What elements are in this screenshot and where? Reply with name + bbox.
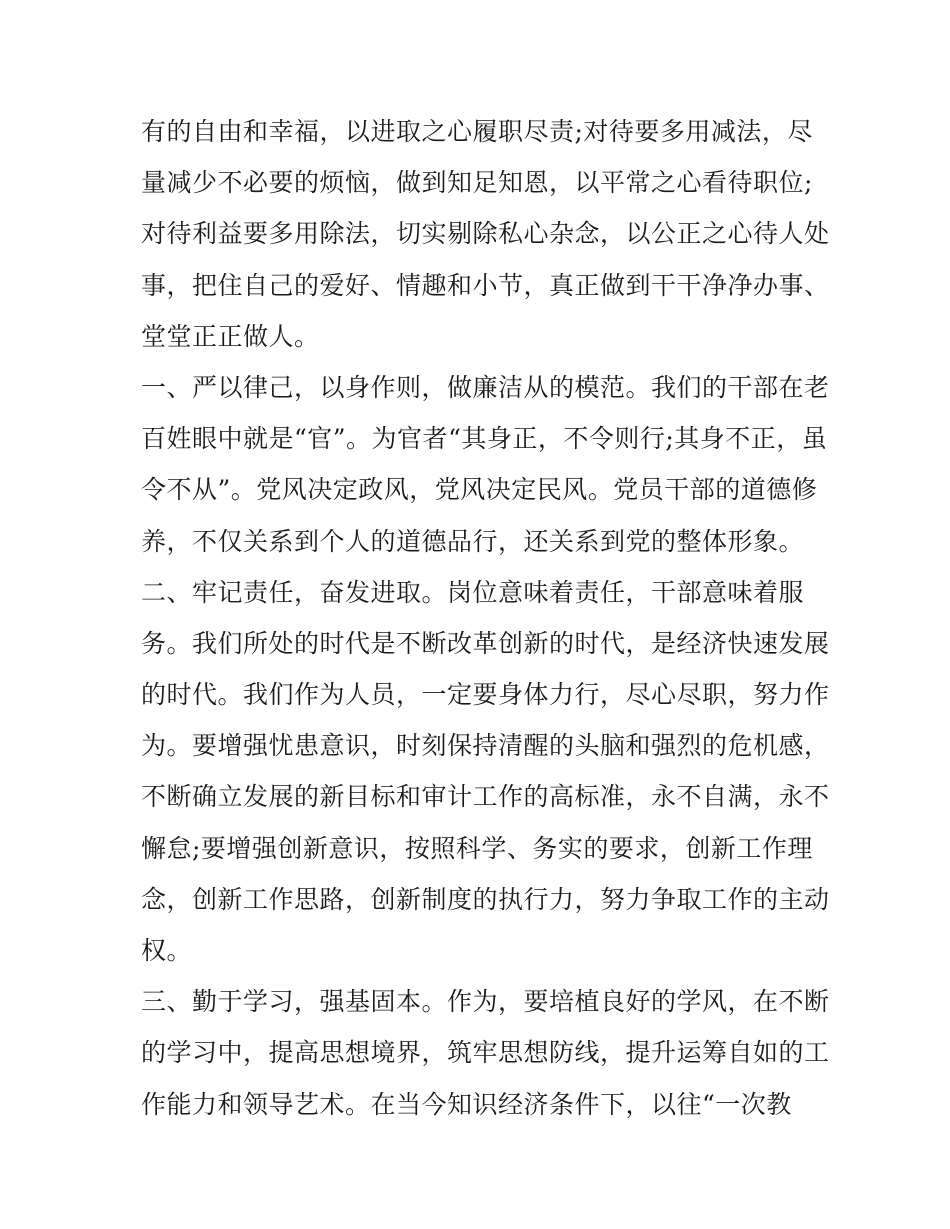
text-line: 事，把住自己的爱好、情趣和小节，真正做到干干净净办事、 [141, 270, 830, 300]
text-line: 百姓眼中就是“官”。为官者“其身正，不令则行;其身不正，虽 [141, 424, 828, 454]
text-line: 作能力和领导艺术。在当今知识经济条件下，以往“一次教 [141, 1089, 792, 1119]
text-line: 有的自由和幸福，以进取之心履职尽责;对待要多用减法，尽 [141, 117, 813, 146]
text-line: 不断确立发展的新目标和审计工作的高标准，永不自满，永不 [141, 782, 830, 812]
text-line: 为。要增强忧患意识，时刻保持清醒的头脑和强烈的危机感， [141, 731, 830, 761]
text-line: 的学习中，提高思想境界，筑牢思想防线，提升运筹自如的工 [141, 1038, 830, 1068]
text-line: 三、勤于学习，强基固本。作为，要培植良好的学风，在不断 [141, 987, 830, 1017]
text-line: 的时代。我们作为人员，一定要身体力行，尽心尽职，努力作 [141, 680, 830, 710]
document-body [141, 106, 830, 1130]
text-line: 权。 [141, 936, 193, 965]
text-line: 务。我们所处的时代是不断改革创新的时代，是经济快速发展 [141, 628, 830, 658]
text-line: 养，不仅关系到个人的道德品行，还关系到党的整体形象。 [141, 526, 805, 556]
text-line: 一、严以律己，以身作则，做廉洁从的模范。我们的干部在老 [141, 372, 830, 402]
text-line: 对待利益要多用除法，切实剔除私心杂念，以公正之心待人处 [141, 219, 830, 249]
text-line: 量减少不必要的烦恼，做到知足知恩，以平常之心看待职位; [141, 168, 813, 198]
text-line: 懈怠;要增强创新意识，按照科学、务实的要求，创新工作理 [141, 833, 813, 863]
text-line: 念，创新工作思路，创新制度的执行力，努力争取工作的主动 [141, 884, 830, 914]
text-line: 二、牢记责任，奋发进取。岗位意味着责任，干部意味着服 [141, 577, 805, 607]
text-line: 令不从”。党风决定政风，党风决定民风。党员干部的道德修 [141, 475, 818, 505]
text-line: 堂堂正正做人。 [141, 321, 320, 351]
